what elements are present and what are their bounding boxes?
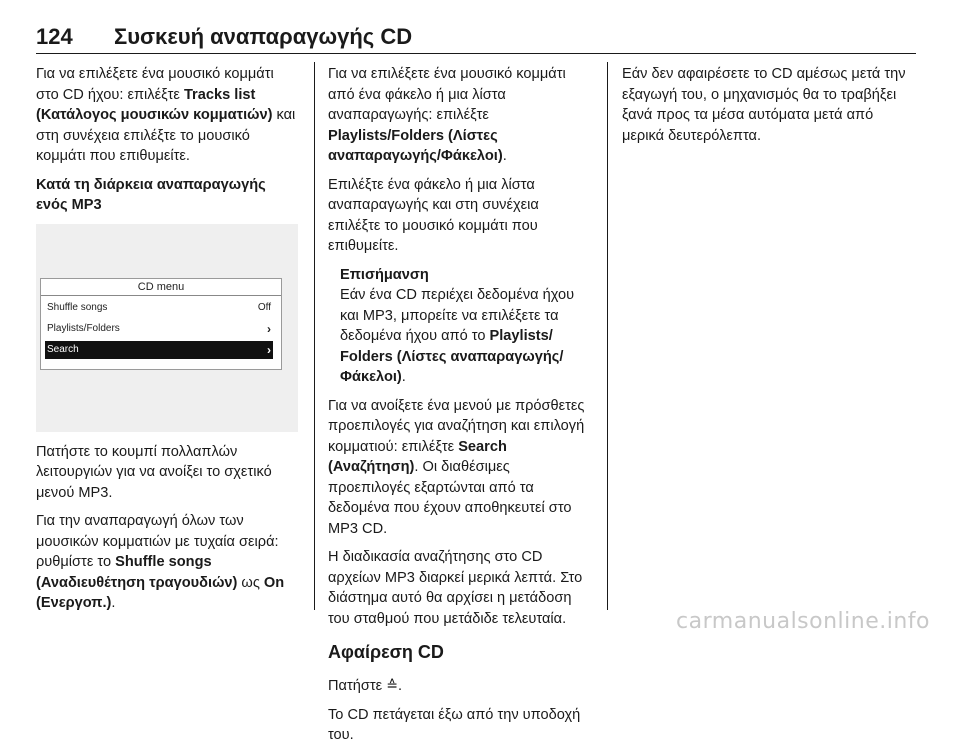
- column-divider: [314, 62, 315, 610]
- paragraph: Για να επιλέξετε ένα μουσικό κομμάτι από ένα φάκελο ή μια λίστα αναπαραγωγής: επιλέξτε Playlists/Folders (Λίστες αναπαραγωγής/Φάκελοι).: [328, 66, 566, 164]
- column-middle: [328, 64, 592, 754]
- note-text: Εάν ένα CD περιέχει δεδομένα ήχου και MP3, μπορείτε να επιλέξετε τα δεδομένα ήχου από το Playlists/ Folders (Λίστες αναπαραγωγής/ Φάκελοι).: [340, 287, 575, 385]
- eject-icon: ≙: [386, 677, 398, 693]
- paragraph: Για να ανοίξετε ένα μενού με πρόσθετες προεπιλογές για αναζήτηση και επιλογή κομματιού: επιλέξτε Search (Αναζήτηση). Οι διαθέσιμες προεπιλογές εξαρτώνται από τα δεδομένα που έχουν αποθηκευτεί στο MP3 CD.: [328, 397, 585, 537]
- column-left: [36, 64, 298, 622]
- column-divider: [607, 62, 608, 610]
- paragraph: Πατήστε ≙.: [328, 677, 402, 694]
- chevron-right-icon: ›: [267, 321, 271, 336]
- watermark: carmanualsonline.info: [676, 609, 930, 634]
- paragraph: Για την αναπαραγωγή όλων των μουσικών κομματιών με τυχαία σειρά: ρυθμίστε το Shuffle songs (Αναδιευθέτηση τραγουδιών) ως On (Ενεργοπ.).: [36, 513, 285, 611]
- chevron-right-icon: ›: [267, 342, 271, 357]
- menu-item-playlists-folders[interactable]: Playlists/Folders ›: [47, 321, 271, 336]
- paragraph: Η διαδικασία αναζήτησης στο CD αρχείων MP3 διαρκεί μερικά λεπτά. Στο διάστημα αυτό θα αρχίσει η μετάδοση του σταθμού που μετάδιδε τελευταία.: [328, 549, 583, 627]
- menu-item-value: Off: [257, 301, 271, 313]
- note-title: Επισήμανση: [340, 266, 429, 283]
- menu-item-search[interactable]: Search ›: [47, 342, 271, 357]
- section-title: Αφαίρεση CD: [328, 642, 444, 662]
- menu-title: CD menu: [137, 280, 185, 293]
- note-box: [328, 265, 592, 388]
- page-number: 124: [36, 24, 73, 49]
- paragraph: Επιλέξτε ένα φάκελο ή μια λίστα αναπαραγωγής και στη συνέχεια επιλέξτε το μουσικό κομμάτι που επιθυμείτε.: [328, 176, 539, 254]
- paragraph: Εάν δεν αφαιρέσετε το CD αμέσως μετά την εξαγωγή του, ο μηχανισμός θα το τραβήξει ξανά προς τα μέσα αυτόματα μετά από μερικά δευτερόλεπτα.: [622, 66, 906, 144]
- page-title: Συσκευή αναπαραγωγής CD: [114, 24, 413, 49]
- menu-item-shuffle-songs[interactable]: Shuffle songs Off: [45, 299, 273, 317]
- subheading: Κατά τη διάρκεια αναπαραγωγής ενός MP3: [36, 176, 266, 213]
- menu-divider: [41, 295, 281, 296]
- paragraph: Πατήστε το κουμπί πολλαπλών λειτουργιών για να ανοίξει το σχετικό μενού MP3.: [36, 443, 272, 501]
- paragraph: Το CD πετάγεται έξω από την υποδοχή του.: [328, 706, 581, 743]
- page-header: [36, 22, 916, 54]
- cd-menu-figure: [36, 224, 298, 432]
- column-right: [622, 64, 918, 154]
- cd-menu-screen: [40, 278, 282, 370]
- paragraph: Για να επιλέξετε ένα μουσικό κομμάτι στο CD ήχου: επιλέξτε Tracks list (Κατάλογος μουσικών κομματιών) και στη συνέχεια επιλέξτε το μουσικό κομμάτι που επιθυμείτε.: [36, 66, 296, 164]
